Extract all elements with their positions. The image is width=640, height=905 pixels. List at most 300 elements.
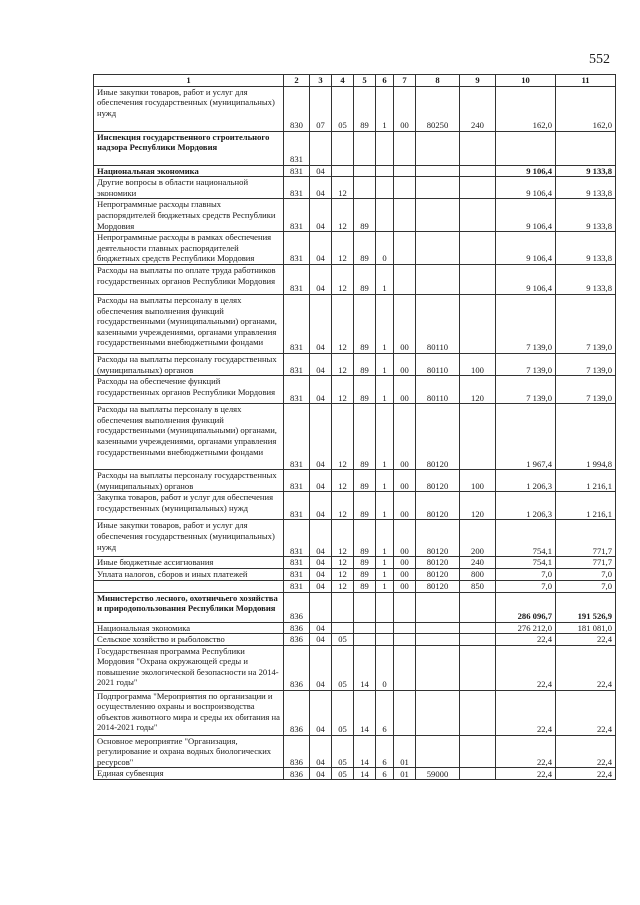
- code-cell: 00: [394, 294, 416, 353]
- code-cell: 89: [354, 580, 376, 592]
- code-cell: 831: [284, 294, 310, 353]
- code-cell: 89: [354, 294, 376, 353]
- amount-cell: 22,4: [556, 690, 616, 735]
- code-cell: 01: [394, 768, 416, 780]
- row-name-cell: Сельское хозяйство и рыболовство: [94, 634, 284, 646]
- code-cell: 00: [394, 568, 416, 580]
- code-cell: 04: [310, 177, 332, 199]
- budget-table: [93, 74, 616, 780]
- code-cell: [332, 622, 354, 634]
- code-cell: 1: [376, 86, 394, 131]
- row-name-cell: Иные бюджетные ассигнования: [94, 557, 284, 569]
- table-row: [94, 622, 616, 634]
- amount-cell: 22,4: [496, 645, 556, 690]
- code-cell: 04: [310, 404, 332, 470]
- code-cell: [354, 165, 376, 177]
- code-cell: [394, 165, 416, 177]
- code-cell: 00: [394, 376, 416, 404]
- code-cell: 831: [284, 580, 310, 592]
- row-name-cell: Иные закупки товаров, работ и услуг для обеспечения государственных (муниципальных) нужд: [94, 86, 284, 131]
- code-cell: 80110: [416, 294, 460, 353]
- code-cell: 1: [376, 294, 394, 353]
- table-row: [94, 557, 616, 569]
- code-cell: [354, 622, 376, 634]
- code-cell: 240: [460, 557, 496, 569]
- code-cell: 04: [310, 645, 332, 690]
- code-cell: 89: [354, 353, 376, 375]
- amount-cell: 9 106,4: [496, 199, 556, 232]
- code-cell: 04: [310, 165, 332, 177]
- amount-cell: 22,4: [556, 645, 616, 690]
- code-cell: 831: [284, 177, 310, 199]
- table-row: [94, 177, 616, 199]
- code-cell: 04: [310, 622, 332, 634]
- code-cell: 01: [394, 735, 416, 768]
- amount-cell: 7 139,0: [496, 353, 556, 375]
- code-cell: 1: [376, 492, 394, 520]
- amount-cell: 7 139,0: [556, 294, 616, 353]
- table-row: [94, 645, 616, 690]
- table-row: [94, 353, 616, 375]
- amount-cell: 7,0: [556, 568, 616, 580]
- code-cell: 831: [284, 470, 310, 492]
- code-cell: [394, 131, 416, 165]
- code-cell: 05: [332, 768, 354, 780]
- code-cell: 89: [354, 557, 376, 569]
- row-name-cell: Расходы на выплаты персоналу государственных (муниципальных) органов: [94, 470, 284, 492]
- code-cell: 04: [310, 294, 332, 353]
- code-cell: 12: [332, 568, 354, 580]
- table-row: [94, 492, 616, 520]
- code-cell: 14: [354, 690, 376, 735]
- code-cell: 831: [284, 353, 310, 375]
- code-cell: [394, 199, 416, 232]
- code-cell: 1: [376, 470, 394, 492]
- amount-cell: 9 106,4: [496, 232, 556, 265]
- code-cell: 04: [310, 492, 332, 520]
- code-cell: 12: [332, 264, 354, 294]
- code-cell: [416, 165, 460, 177]
- code-cell: 831: [284, 165, 310, 177]
- row-name-cell: Национальная экономика: [94, 622, 284, 634]
- code-cell: [416, 232, 460, 265]
- code-cell: 1: [376, 264, 394, 294]
- code-cell: [460, 634, 496, 646]
- code-cell: [416, 645, 460, 690]
- code-cell: [460, 735, 496, 768]
- code-cell: 00: [394, 557, 416, 569]
- code-cell: [460, 165, 496, 177]
- code-cell: 89: [354, 492, 376, 520]
- code-cell: 836: [284, 645, 310, 690]
- code-cell: 831: [284, 199, 310, 232]
- code-cell: 05: [332, 690, 354, 735]
- code-cell: [376, 199, 394, 232]
- code-cell: 120: [460, 492, 496, 520]
- code-cell: 00: [394, 404, 416, 470]
- code-cell: 80110: [416, 376, 460, 404]
- amount-cell: 181 081,0: [556, 622, 616, 634]
- code-cell: [376, 622, 394, 634]
- code-cell: [310, 131, 332, 165]
- code-cell: 89: [354, 568, 376, 580]
- amount-cell: 1 206,3: [496, 470, 556, 492]
- code-cell: 12: [332, 470, 354, 492]
- code-cell: [394, 634, 416, 646]
- amount-cell: 22,4: [496, 768, 556, 780]
- amount-cell: 286 096,7: [496, 592, 556, 622]
- row-name-cell: [94, 580, 284, 592]
- code-cell: 04: [310, 580, 332, 592]
- code-cell: [416, 735, 460, 768]
- code-cell: 04: [310, 634, 332, 646]
- table-row: [94, 470, 616, 492]
- code-cell: [416, 199, 460, 232]
- code-cell: [354, 131, 376, 165]
- code-cell: 1: [376, 376, 394, 404]
- header-cell: 2: [284, 75, 310, 87]
- code-cell: [354, 592, 376, 622]
- code-cell: [354, 634, 376, 646]
- code-cell: 800: [460, 568, 496, 580]
- code-cell: 89: [354, 404, 376, 470]
- code-cell: 240: [460, 86, 496, 131]
- header-cell: 7: [394, 75, 416, 87]
- code-cell: 120: [460, 376, 496, 404]
- code-cell: 89: [354, 520, 376, 557]
- code-cell: [376, 131, 394, 165]
- amount-cell: 9 133,8: [556, 199, 616, 232]
- amount-cell: 22,4: [496, 690, 556, 735]
- code-cell: 12: [332, 232, 354, 265]
- amount-cell: 22,4: [556, 768, 616, 780]
- row-name-cell: Иные закупки товаров, работ и услуг для обеспечения государственных (муниципальных) нужд: [94, 520, 284, 557]
- header-cell: 11: [556, 75, 616, 87]
- code-cell: 12: [332, 492, 354, 520]
- code-cell: 12: [332, 404, 354, 470]
- row-name-cell: Расходы на выплаты персоналу в целях обеспечения выполнения функций государственными (муниципальными) органами, казенными учреждениями, органами управления государственными внебюджетными фондами: [94, 404, 284, 470]
- amount-cell: 162,0: [496, 86, 556, 131]
- code-cell: 59000: [416, 768, 460, 780]
- header-cell: 5: [354, 75, 376, 87]
- amount-cell: 1 216,1: [556, 492, 616, 520]
- code-cell: [332, 131, 354, 165]
- row-name-cell: Министерство лесного, охотничьего хозяйства и природопользования Республики Мордовия: [94, 592, 284, 622]
- code-cell: [460, 404, 496, 470]
- row-name-cell: Инспекция государственного строительного надзора Республики Мордовия: [94, 131, 284, 165]
- code-cell: 04: [310, 376, 332, 404]
- amount-cell: 22,4: [556, 634, 616, 646]
- table-row: [94, 232, 616, 265]
- amount-cell: 7,0: [496, 580, 556, 592]
- code-cell: 836: [284, 690, 310, 735]
- amount-cell: 9 133,8: [556, 264, 616, 294]
- code-cell: 04: [310, 232, 332, 265]
- code-cell: 04: [310, 470, 332, 492]
- amount-cell: 1 967,4: [496, 404, 556, 470]
- code-cell: 836: [284, 622, 310, 634]
- code-cell: 831: [284, 520, 310, 557]
- amount-cell: 22,4: [496, 735, 556, 768]
- code-cell: 04: [310, 264, 332, 294]
- code-cell: 00: [394, 580, 416, 592]
- page-number: 552: [589, 52, 610, 67]
- amount-cell: 7,0: [556, 580, 616, 592]
- code-cell: [332, 165, 354, 177]
- row-name-cell: Непрограммные расходы главных распорядителей бюджетных средств Республики Мордовия: [94, 199, 284, 232]
- row-name-cell: Национальная экономика: [94, 165, 284, 177]
- header-cell: 1: [94, 75, 284, 87]
- code-cell: 12: [332, 177, 354, 199]
- code-cell: 1: [376, 404, 394, 470]
- code-cell: 831: [284, 492, 310, 520]
- code-cell: 80120: [416, 470, 460, 492]
- code-cell: 831: [284, 376, 310, 404]
- code-cell: 00: [394, 470, 416, 492]
- code-cell: [394, 592, 416, 622]
- amount-cell: 1 206,3: [496, 492, 556, 520]
- table-row: [94, 294, 616, 353]
- code-cell: 00: [394, 492, 416, 520]
- code-cell: 04: [310, 199, 332, 232]
- code-cell: 89: [354, 232, 376, 265]
- code-cell: 04: [310, 353, 332, 375]
- code-cell: 89: [354, 376, 376, 404]
- amount-cell: 754,1: [496, 557, 556, 569]
- code-cell: 80120: [416, 404, 460, 470]
- code-cell: 80250: [416, 86, 460, 131]
- row-name-cell: Другие вопросы в области национальной экономики: [94, 177, 284, 199]
- code-cell: 14: [354, 735, 376, 768]
- code-cell: 04: [310, 568, 332, 580]
- code-cell: 80120: [416, 520, 460, 557]
- code-cell: 89: [354, 199, 376, 232]
- amount-cell: 9 106,4: [496, 177, 556, 199]
- amount-cell: 771,7: [556, 520, 616, 557]
- table-row: [94, 735, 616, 768]
- amount-cell: 9 106,4: [496, 264, 556, 294]
- code-cell: [460, 199, 496, 232]
- code-cell: [394, 690, 416, 735]
- code-cell: [460, 177, 496, 199]
- amount-cell: 9 106,4: [496, 165, 556, 177]
- code-cell: [394, 645, 416, 690]
- table-row: [94, 131, 616, 165]
- code-cell: 836: [284, 735, 310, 768]
- code-cell: 04: [310, 557, 332, 569]
- table-row: [94, 264, 616, 294]
- code-cell: 00: [394, 520, 416, 557]
- code-cell: 6: [376, 690, 394, 735]
- row-name-cell: Расходы на выплаты персоналу в целях обеспечения выполнения функций государственными (муниципальными) органами, казенными учреждениями, органами управления государственными внебюджетными фондами: [94, 294, 284, 353]
- amount-cell: [556, 131, 616, 165]
- code-cell: [376, 177, 394, 199]
- code-cell: 00: [394, 353, 416, 375]
- amount-cell: 191 526,9: [556, 592, 616, 622]
- code-cell: 04: [310, 735, 332, 768]
- code-cell: 04: [310, 768, 332, 780]
- code-cell: 12: [332, 376, 354, 404]
- code-cell: 12: [332, 199, 354, 232]
- code-cell: 12: [332, 353, 354, 375]
- table-row: [94, 634, 616, 646]
- code-cell: 836: [284, 634, 310, 646]
- amount-cell: 162,0: [556, 86, 616, 131]
- code-cell: [376, 634, 394, 646]
- code-cell: 12: [332, 520, 354, 557]
- code-cell: 05: [332, 645, 354, 690]
- code-cell: [310, 592, 332, 622]
- row-name-cell: Закупка товаров, работ и услуг для обеспечения государственных (муниципальных) нужд: [94, 492, 284, 520]
- table-header-row: [94, 75, 616, 87]
- code-cell: 89: [354, 470, 376, 492]
- code-cell: [416, 264, 460, 294]
- table-row: [94, 520, 616, 557]
- row-name-cell: Государственная программа Республики Мордовия "Охрана окружающей среды и повышение экологической безопасности на 2014-2021 годы": [94, 645, 284, 690]
- table-row: [94, 86, 616, 131]
- code-cell: 1: [376, 568, 394, 580]
- table-row: [94, 592, 616, 622]
- code-cell: [460, 645, 496, 690]
- row-name-cell: Основное мероприятие "Организация, регулирование и охрана водных биологических ресурсов": [94, 735, 284, 768]
- table-row: [94, 404, 616, 470]
- amount-cell: 7 139,0: [496, 294, 556, 353]
- row-name-cell: Подпрограмма "Мероприятия по организации и осуществлению охраны и воспроизводства объектов животного мира и среды их обитания на 2014-2021 годы": [94, 690, 284, 735]
- code-cell: [394, 264, 416, 294]
- code-cell: 1: [376, 520, 394, 557]
- code-cell: 04: [310, 520, 332, 557]
- row-name-cell: Единая субвенция: [94, 768, 284, 780]
- header-cell: 8: [416, 75, 460, 87]
- code-cell: 89: [354, 86, 376, 131]
- code-cell: 0: [376, 232, 394, 265]
- code-cell: [416, 592, 460, 622]
- table-row: [94, 690, 616, 735]
- amount-cell: 22,4: [556, 735, 616, 768]
- code-cell: [332, 592, 354, 622]
- code-cell: 1: [376, 557, 394, 569]
- amount-cell: 771,7: [556, 557, 616, 569]
- table-row: [94, 768, 616, 780]
- code-cell: [460, 592, 496, 622]
- code-cell: 80120: [416, 557, 460, 569]
- code-cell: 836: [284, 768, 310, 780]
- code-cell: 100: [460, 470, 496, 492]
- amount-cell: 1 216,1: [556, 470, 616, 492]
- header-cell: 10: [496, 75, 556, 87]
- code-cell: 830: [284, 86, 310, 131]
- code-cell: 831: [284, 568, 310, 580]
- amount-cell: 7 139,0: [556, 353, 616, 375]
- code-cell: 80110: [416, 353, 460, 375]
- amount-cell: 754,1: [496, 520, 556, 557]
- code-cell: [394, 622, 416, 634]
- table-row: [94, 376, 616, 404]
- code-cell: [460, 264, 496, 294]
- code-cell: [354, 177, 376, 199]
- code-cell: [416, 177, 460, 199]
- code-cell: 12: [332, 557, 354, 569]
- code-cell: 80120: [416, 492, 460, 520]
- code-cell: [460, 131, 496, 165]
- row-name-cell: Расходы на выплаты по оплате труда работников государственных органов Республики Мордовия: [94, 264, 284, 294]
- code-cell: 831: [284, 557, 310, 569]
- code-cell: [416, 690, 460, 735]
- table-row: [94, 165, 616, 177]
- row-name-cell: Расходы на обеспечение функций государственных органов Республики Мордовия: [94, 376, 284, 404]
- header-cell: 6: [376, 75, 394, 87]
- code-cell: 836: [284, 592, 310, 622]
- code-cell: [416, 131, 460, 165]
- header-cell: 3: [310, 75, 332, 87]
- code-cell: 07: [310, 86, 332, 131]
- code-cell: 6: [376, 735, 394, 768]
- code-cell: [376, 165, 394, 177]
- amount-cell: 276 212,0: [496, 622, 556, 634]
- code-cell: 831: [284, 264, 310, 294]
- amount-cell: 7 139,0: [556, 376, 616, 404]
- code-cell: [460, 294, 496, 353]
- code-cell: 80120: [416, 568, 460, 580]
- code-cell: 14: [354, 645, 376, 690]
- amount-cell: 1 994,8: [556, 404, 616, 470]
- code-cell: 6: [376, 768, 394, 780]
- row-name-cell: Расходы на выплаты персоналу государственных (муниципальных) органов: [94, 353, 284, 375]
- amount-cell: 22,4: [496, 634, 556, 646]
- amount-cell: 9 133,8: [556, 177, 616, 199]
- table-row: [94, 568, 616, 580]
- amount-cell: 7 139,0: [496, 376, 556, 404]
- table-row: [94, 199, 616, 232]
- code-cell: 12: [332, 580, 354, 592]
- code-cell: 831: [284, 131, 310, 165]
- amount-cell: [496, 131, 556, 165]
- code-cell: [394, 232, 416, 265]
- amount-cell: 9 133,8: [556, 165, 616, 177]
- code-cell: 1: [376, 353, 394, 375]
- amount-cell: 9 133,8: [556, 232, 616, 265]
- code-cell: 200: [460, 520, 496, 557]
- header-cell: 4: [332, 75, 354, 87]
- code-cell: [394, 177, 416, 199]
- code-cell: 831: [284, 232, 310, 265]
- code-cell: 05: [332, 634, 354, 646]
- code-cell: 850: [460, 580, 496, 592]
- code-cell: [416, 622, 460, 634]
- code-cell: [460, 768, 496, 780]
- code-cell: 89: [354, 264, 376, 294]
- code-cell: [416, 634, 460, 646]
- code-cell: 04: [310, 690, 332, 735]
- code-cell: [376, 592, 394, 622]
- code-cell: 14: [354, 768, 376, 780]
- code-cell: 831: [284, 404, 310, 470]
- code-cell: 05: [332, 735, 354, 768]
- code-cell: 05: [332, 86, 354, 131]
- code-cell: 100: [460, 353, 496, 375]
- code-cell: 80120: [416, 580, 460, 592]
- row-name-cell: Непрограммные расходы в рамках обеспечения деятельности главных распорядителей бюджетных средств Республики Мордовия: [94, 232, 284, 265]
- code-cell: 0: [376, 645, 394, 690]
- amount-cell: 7,0: [496, 568, 556, 580]
- table-row: [94, 580, 616, 592]
- code-cell: 1: [376, 580, 394, 592]
- code-cell: 12: [332, 294, 354, 353]
- code-cell: 00: [394, 86, 416, 131]
- header-cell: 9: [460, 75, 496, 87]
- code-cell: [460, 232, 496, 265]
- code-cell: [460, 690, 496, 735]
